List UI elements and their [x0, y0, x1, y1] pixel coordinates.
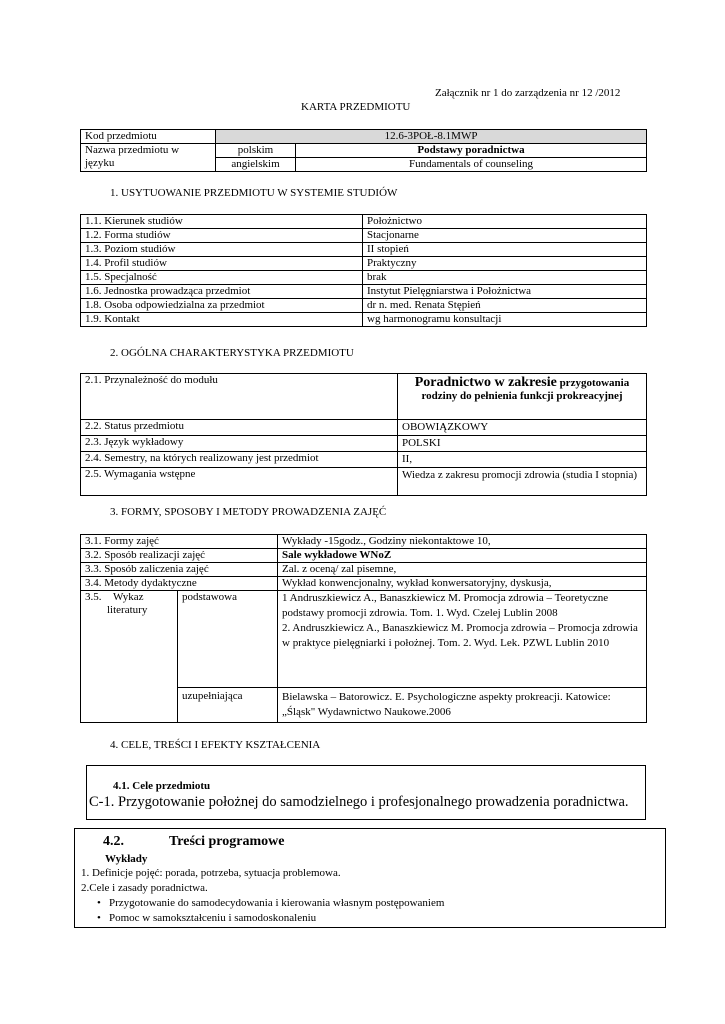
- literature-label-cell: [81, 591, 178, 723]
- section-2-label: 2.4. Semestry, na których realizowany jest przedmiot: [81, 452, 398, 468]
- course-code: 12.6-3POŁ-8.1MWP: [216, 130, 647, 144]
- module-value-main: Poradnictwo w zakresie: [414, 375, 557, 390]
- module-value: [398, 374, 647, 420]
- section-2-value: Wiedza z zakresu promocji zdrowia (studia I stopnia): [398, 468, 647, 496]
- section-2-value: OBOWIĄZKOWY: [398, 420, 647, 436]
- section-3-table: [80, 534, 647, 723]
- section-3-label: 3.1. Formy zajęć: [81, 535, 278, 549]
- lang-en: angielskim: [216, 158, 296, 172]
- section-2-heading: 2. OGÓLNA CHARAKTERYSTYKA PRZEDMIOTU: [110, 347, 354, 359]
- section-1-label: 1.1. Kierunek studiów: [81, 215, 363, 229]
- section-1-label: 1.6. Jednostka prowadząca przedmiot: [81, 285, 363, 299]
- module-value-sub1: przygotowania: [556, 377, 630, 389]
- section-1-table: [80, 214, 647, 327]
- section-1-row: [81, 285, 647, 299]
- section-3-value: Wykład konwencjonalny, wykład konwersatoryjny, dyskusja,: [278, 577, 647, 591]
- basic-literature: [278, 591, 647, 688]
- section-2-row: [81, 468, 647, 496]
- section-2-value: II,: [398, 452, 647, 468]
- section-2-row: [81, 420, 647, 436]
- section-1-row: [81, 243, 647, 257]
- section-2-row: [81, 452, 647, 468]
- section-2-label: 2.5. Wymagania wstępne: [81, 468, 398, 496]
- section-3-row: [81, 577, 647, 591]
- section-1-row: [81, 257, 647, 271]
- course-code-table: [80, 129, 647, 172]
- section-2-row: [81, 436, 647, 452]
- document-title: KARTA PRZEDMIOTU: [301, 101, 411, 113]
- content-bullets: [75, 896, 665, 926]
- section-2-label: 2.2. Status przedmiotu: [81, 420, 398, 436]
- section-3-heading: 3. FORMY, SPOSOBY I METODY PROWADZENIA ZAJĘĆ: [110, 506, 387, 518]
- code-label: Kod przedmiotu: [81, 130, 216, 144]
- literature-label-2: literatury: [107, 604, 148, 616]
- section-1-row: [81, 271, 647, 285]
- module-value-sub2: rodziny do pełnienia funkcji prokreacyjnej: [421, 390, 623, 402]
- content-header: [103, 834, 285, 850]
- section-3-label: 3.3. Sposób zaliczenia zajęć: [81, 563, 278, 577]
- section-3-value: Sale wykładowe WNoZ: [278, 549, 647, 563]
- section-1-value: II stopień: [363, 243, 647, 257]
- content-title: Treści programowe: [169, 834, 285, 849]
- lang-pl: polskim: [216, 144, 296, 158]
- section-1-label: 1.3. Poziom studiów: [81, 243, 363, 257]
- section-1-label: 1.8. Osoba odpowiedzialna za przedmiot: [81, 299, 363, 313]
- goals-box: [86, 765, 646, 820]
- section-3-row: [81, 563, 647, 577]
- module-label: 2.1. Przynależność do modułu: [81, 374, 398, 420]
- basic-literature-2: 2. Andruszkiewicz A., Banaszkiewicz M. Promocja zdrowia – Promocja zdrowia w praktyce pielęgniarki i położnej. Tom. 2. Wyd. Lek. PZWL Lublin 2010: [282, 622, 638, 649]
- section-1-value: Instytut Pielęgniarstwa i Położnictwa: [363, 285, 647, 299]
- section-3-value: Wykłady -15godz., Godziny niekontaktowe 10,: [278, 535, 647, 549]
- goal-c1: C-1. Przygotowanie położnej do samodzielnego i profesjonalnego prowadzenia poradnictwa.: [89, 794, 629, 810]
- literature-label-1: Wykaz: [113, 591, 144, 603]
- section-2-label: 2.3. Język wykładowy: [81, 436, 398, 452]
- section-1-value: brak: [363, 271, 647, 285]
- name-label: Nazwa przedmiotu w języku: [81, 144, 216, 172]
- section-2-table: [80, 373, 647, 496]
- literature-num: 3.5.: [85, 591, 102, 603]
- basic-literature-label: podstawowa: [178, 591, 278, 688]
- section-3-row: [81, 535, 647, 549]
- supplementary-literature-label: uzupełniająca: [178, 688, 278, 723]
- section-3-value: Zal. z oceną/ zal pisemne,: [278, 563, 647, 577]
- section-1-label: 1.4. Profil studiów: [81, 257, 363, 271]
- section-1-row: [81, 313, 647, 327]
- section-1-value: wg harmonogramu konsultacji: [363, 313, 647, 327]
- basic-literature-1: 1 Andruszkiewicz A., Banaszkiewicz M. Promocja zdrowia – Teoretyczne podstawy promocji zdrowia. Tom. 1. Wyd. Czelej Lublin 2008: [282, 592, 609, 619]
- section-1-row: [81, 299, 647, 313]
- section-1-row: [81, 215, 647, 229]
- section-1-value: Położnictwo: [363, 215, 647, 229]
- supplementary-literature: Bielawska – Batorowicz. E. Psychologiczne aspekty prokreacji. Katowice: „Śląsk" Wydawnictwo Naukowe.2006: [278, 688, 647, 723]
- section-1-value: Praktyczny: [363, 257, 647, 271]
- goals-title: 4.1. Cele przedmiotu: [113, 780, 211, 792]
- annex-note: Załącznik nr 1 do zarządzenia nr 12 /2012: [435, 87, 621, 99]
- section-1-value: dr n. med. Renata Stępień: [363, 299, 647, 313]
- content-bullet-item: • Przygotowanie do samodecydowania i kierowania własnym postępowaniem: [75, 896, 665, 911]
- content-num: 4.2.: [103, 834, 124, 849]
- section-3-label: 3.4. Metody dydaktyczne: [81, 577, 278, 591]
- section-3-label: 3.2. Sposób realizacji zajęć: [81, 549, 278, 563]
- section-4-heading: 4. CELE, TREŚCI I EFEKTY KSZTAŁCENIA: [110, 739, 321, 751]
- course-name-pl: Podstawy poradnictwa: [296, 144, 647, 158]
- course-name-en: Fundamentals of counseling: [296, 158, 647, 172]
- content-item-2: 2.Cele i zasady poradnictwa.: [81, 882, 208, 894]
- section-1-value: Stacjonarne: [363, 229, 647, 243]
- content-item-1: 1. Definicje pojęć: porada, potrzeba, sytuacja problemowa.: [81, 867, 341, 879]
- section-1-label: 1.2. Forma studiów: [81, 229, 363, 243]
- content-box: [74, 828, 666, 928]
- section-3-row: [81, 549, 647, 563]
- lectures-label: Wykłady: [105, 853, 148, 865]
- section-1-heading: 1. USYTUOWANIE PRZEDMIOTU W SYSTEMIE STUDIÓW: [110, 187, 398, 199]
- section-1-label: 1.5. Specjalność: [81, 271, 363, 285]
- section-2-value: POLSKI: [398, 436, 647, 452]
- section-1-label: 1.9. Kontakt: [81, 313, 363, 327]
- section-1-row: [81, 229, 647, 243]
- content-bullet-item: • Pomoc w samokształceniu i samodoskonaleniu: [75, 911, 665, 926]
